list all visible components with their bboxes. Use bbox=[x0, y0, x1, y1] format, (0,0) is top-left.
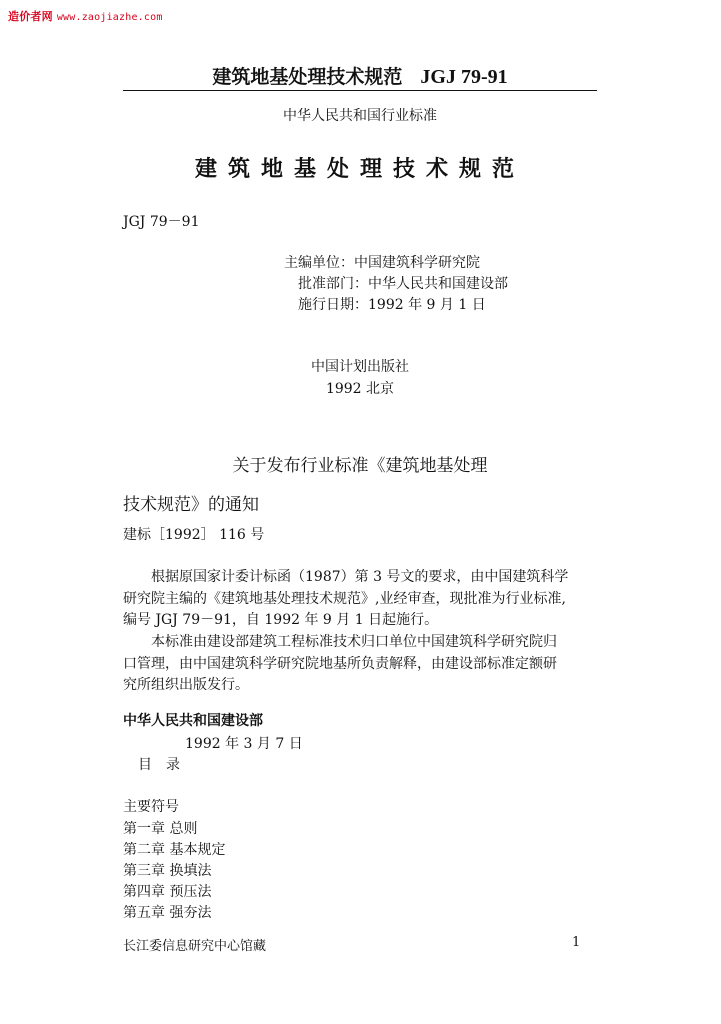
running-header bbox=[123, 62, 597, 89]
paragraph2-line1: 本标准由建设部建筑工程标准技术归口单位中国建筑科学研究院归 bbox=[151, 634, 557, 650]
toc-item[interactable]: 主要符号 bbox=[123, 799, 179, 815]
header-title: 建筑地基处理技术规范 bbox=[212, 66, 403, 88]
paragraph1-line1: 根据原国家计委计标函（1987）第 3 号文的要求，由中国建筑科学 bbox=[151, 569, 569, 585]
toc-item[interactable]: 第二章 基本规定 bbox=[123, 842, 226, 858]
sign-date: 1992 年 3 月 7 日 bbox=[185, 736, 303, 752]
page-number: 1 bbox=[572, 935, 581, 950]
watermark-site: 造价者网 bbox=[8, 10, 53, 23]
notice-title-line2: 技术规范》的通知 bbox=[123, 495, 259, 515]
notice-title-line1: 关于发布行业标准《建筑地基处理 bbox=[232, 456, 488, 476]
toc-item[interactable]: 第五章 强夯法 bbox=[123, 905, 212, 921]
industry-standard: 中华人民共和国行业标准 bbox=[283, 108, 437, 124]
toc-heading: 目录 bbox=[138, 757, 194, 773]
meta-editor: 主编单位：中国建筑科学研究院 bbox=[284, 255, 480, 271]
paragraph2-line3: 究所组织出版发行。 bbox=[123, 677, 249, 693]
meta-approver: 批准部门：中华人民共和国建设部 bbox=[298, 276, 508, 292]
toc-item[interactable]: 第三章 换填法 bbox=[123, 863, 212, 879]
paragraph2-line2: 口管理，由中国建筑科学研究院地基所负责解释，由建设部标准定额研 bbox=[123, 656, 557, 672]
main-title: 建筑地基处理技术规范 bbox=[194, 156, 525, 182]
watermark bbox=[8, 8, 163, 24]
footer-library: 长江委信息研究中心馆藏 bbox=[123, 939, 267, 954]
toc-item[interactable]: 第一章 总则 bbox=[123, 821, 198, 837]
header-rule bbox=[123, 90, 597, 91]
toc-item[interactable]: 第四章 预压法 bbox=[123, 884, 212, 900]
header-code: JGJ 79-91 bbox=[420, 66, 508, 88]
paragraph1-line3: 编号 JGJ 79－91，自 1992 年 9 月 1 日起施行。 bbox=[123, 612, 439, 628]
publisher: 中国计划出版社 bbox=[311, 359, 409, 375]
document-number: 建标［1992］ 116 号 bbox=[123, 527, 265, 543]
publication-year-place: 1992 北京 bbox=[325, 381, 395, 397]
meta-effective-date: 施行日期：1992 年 9 月 1 日 bbox=[298, 297, 486, 313]
paragraph1-line2: 研究院主编的《建筑地基处理技术规范》,业经审查，现批准为行业标准, bbox=[123, 591, 566, 607]
standard-code: JGJ 79－91 bbox=[123, 214, 200, 230]
watermark-url[interactable]: www.zaojiazhe.com bbox=[56, 12, 163, 23]
signer: 中华人民共和国建设部 bbox=[123, 713, 263, 729]
